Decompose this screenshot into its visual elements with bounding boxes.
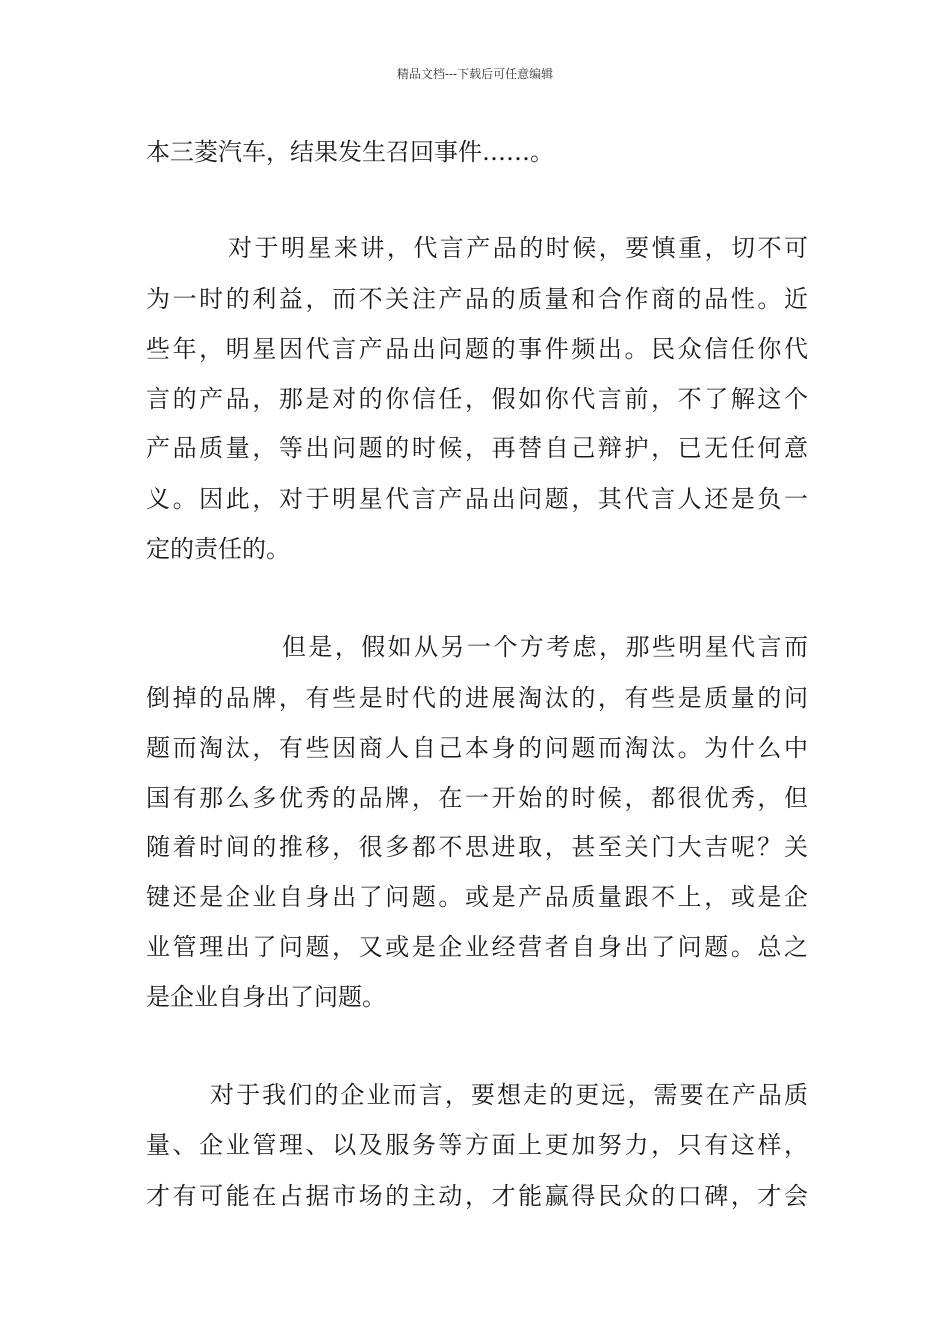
text-line: 题而淘汰，有些因商人自己本身的问题而淘汰。为什么中 bbox=[146, 734, 808, 762]
text-line: 业管理出了问题，又或是企业经营者自身出了问题。总之 bbox=[146, 933, 808, 961]
text-line: 为一时的利益，而不关注产品的质量和合作商的品性。近 bbox=[146, 285, 808, 313]
text-line: 才有可能在占据市场的主动，才能赢得民众的口碑，才会 bbox=[146, 1182, 808, 1210]
text-line: 是企业自身出了问题。 bbox=[146, 983, 386, 1011]
text-line: 产品质量，等出问题的时候，再替自己辩护，已无任何意 bbox=[146, 434, 808, 462]
text-line: 量、企业管理、以及服务等方面上更加努力，只有这样， bbox=[146, 1131, 808, 1159]
text-line: 些年，明星因代言产品出问题的事件频出。民众信任你代 bbox=[146, 335, 808, 363]
text-line: 倒掉的品牌，有些是时代的进展淘汰的，有些是质量的问 bbox=[146, 684, 808, 712]
page-header: 精品文档---下载后可任意编辑 bbox=[396, 67, 554, 81]
text-line: 但是，假如从另一个方考虑，那些明星代言而 bbox=[282, 633, 808, 661]
text-line: 定的责任的。 bbox=[146, 535, 290, 563]
text-line: 言的产品，那是对的你信任，假如你代言前，不了解这个 bbox=[146, 385, 808, 413]
text-line: 本三菱汽车，结果发生召回事件……。 bbox=[146, 138, 554, 166]
text-line: 对于我们的企业而言，要想走的更远，需要在产品质 bbox=[210, 1081, 808, 1109]
text-line: 国有那么多优秀的品牌，在一开始的时候，都很优秀，但 bbox=[146, 784, 808, 812]
text-line: 随着时间的推移，很多都不思进取，甚至关门大吉呢？关 bbox=[146, 833, 808, 861]
text-line: 义。因此，对于明星代言产品出问题，其代言人还是负一 bbox=[146, 485, 808, 513]
text-line: 键还是企业自身出了问题。或是产品质量跟不上，或是企 bbox=[146, 883, 808, 911]
text-line: 对于明星来讲，代言产品的时候，要慎重，切不可 bbox=[228, 234, 808, 262]
